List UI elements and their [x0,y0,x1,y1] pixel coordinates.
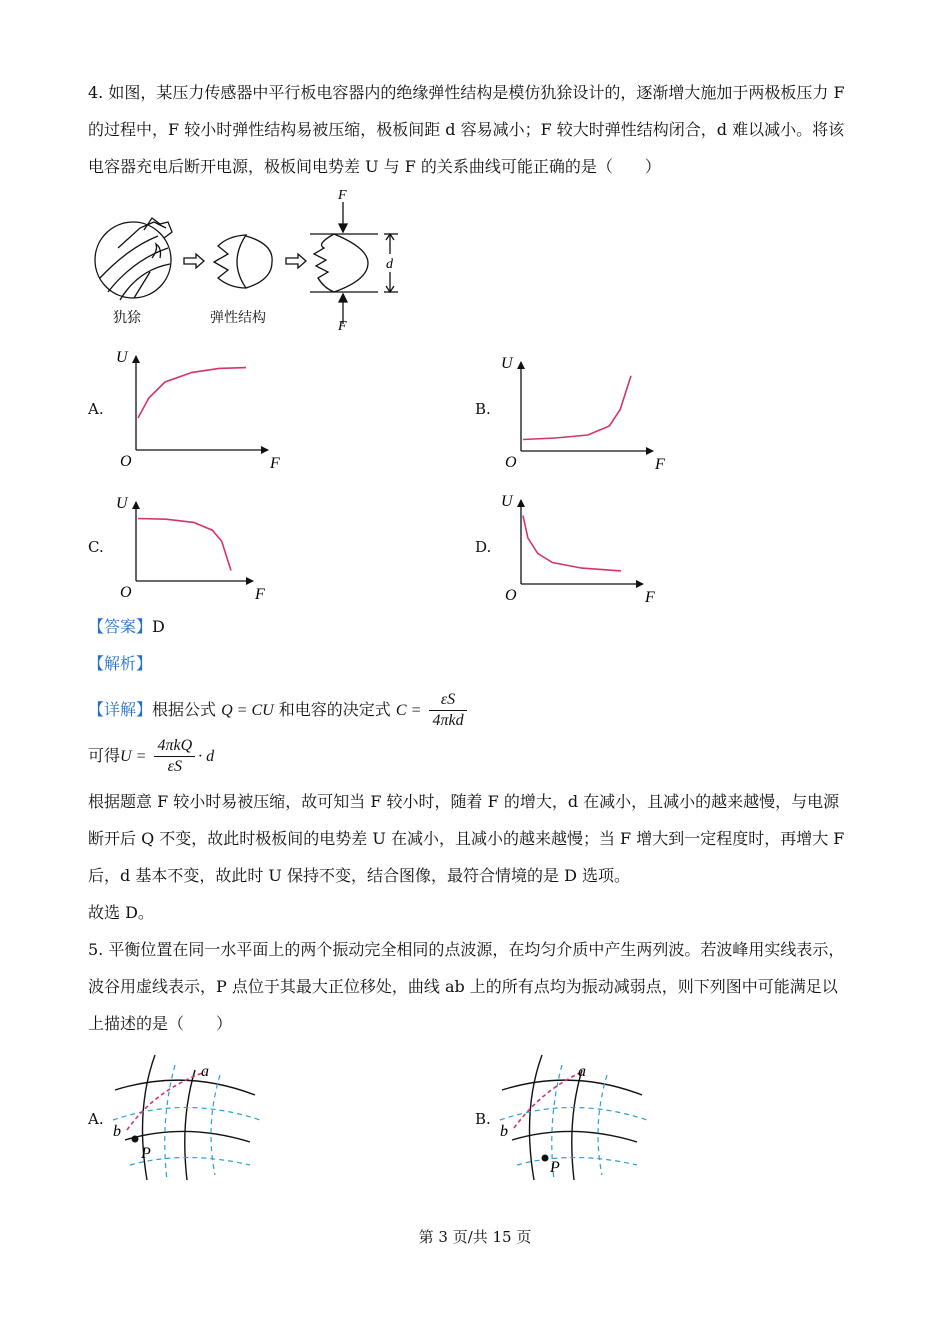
q4-line-3: 电容器充电后断开电源，极板间电势差 U 与 F 的关系曲线可能正确的是（ ） [88,157,661,176]
y-axis-label: U [501,493,513,510]
formula-c-num: εS [429,690,466,711]
point-p-b [542,1155,549,1162]
detail-text-2: 和电容的决定式 [278,700,391,719]
q5-option-b-label: B. [475,1110,491,1128]
detail-para-1: 根据题意 F 较小时易被压缩，故可知当 F 较小时，随着 F 的增大，d 在减小，且减小的越来越慢，与电源 [88,792,840,811]
answer-tag: 【答案】 [88,617,153,636]
answer-value: D [152,617,165,636]
series-curve [138,368,246,418]
detail-line-1 [88,690,470,731]
label-b-fig-a: b [113,1123,121,1140]
formula-c-lhs: C = [395,702,422,719]
x-axis-label: F [655,456,665,473]
option-d-label: D. [475,538,492,556]
fig-d: d [386,257,393,272]
formula-u-tail: · d [198,748,215,765]
option-c-label: C. [88,538,104,556]
formula-q-cu: Q = CU [221,702,274,719]
detail-para-4: 故选 D。 [88,903,154,922]
x-arrow-icon [246,577,254,585]
formula-c-fraction [429,690,466,731]
x-arrow-icon [261,446,269,454]
wave-figure-a [105,1050,265,1185]
label-a-fig-b: a [578,1063,586,1080]
series-curve [523,376,631,440]
y-arrow-icon [132,355,140,363]
answer-line [88,617,165,637]
analysis-line [88,654,152,674]
y-arrow-icon [132,501,140,509]
option-b-label: B. [475,400,491,418]
x-axis-label: F [255,586,265,603]
y-axis-label: U [501,355,513,372]
label-p-fig-a: P [141,1145,151,1162]
axes [132,501,254,585]
x-arrow-icon [646,447,654,455]
formula-u-lhs: U = [120,748,147,765]
detail-text-1: 根据公式 [152,700,217,719]
detail-text-3: 可得 [88,746,121,765]
label-p-fig-b: P [550,1159,560,1176]
fig-F-top: F [338,188,347,203]
chart-option-b [497,348,667,473]
y-arrow-icon [517,361,525,369]
detail-tag: 【详解】 [88,700,153,719]
q5-line-2: 波谷用虚线表示，P 点位于其最大正位移处，曲线 ab 上的所有点均为振动减弱点，则下列图中可能满足以 [88,977,838,996]
y-arrow-icon [517,499,525,507]
chart-option-d [497,486,657,606]
origin-label: O [120,453,132,470]
x-axis-label: F [645,589,655,606]
formula-u-den: εS [167,758,182,775]
axes [517,499,644,588]
fig-label-armadillo: 犰狳 [113,310,141,326]
formula-u-num: 4πkQ [154,736,195,757]
x-arrow-icon [636,580,644,588]
point-p-a [132,1136,139,1143]
chart-option-c [112,488,267,603]
origin-label: O [505,587,517,604]
origin-label: O [120,584,132,601]
axes [132,355,269,454]
x-axis-label: F [270,455,280,472]
q5-option-a-label: A. [88,1110,104,1128]
fig-F-bottom: F [338,319,347,333]
option-a-label: A. [88,400,104,418]
origin-label: O [505,454,517,471]
label-a-fig-a: a [201,1063,209,1080]
q4-line-1: 4. 如图，某压力传感器中平行板电容器内的绝缘弹性结构是模仿犰狳设计的，逐渐增大施加于两极板压力 F [88,83,845,102]
y-axis-label: U [116,349,128,366]
formula-u-fraction [154,736,195,777]
fig-label-structure: 弹性结构 [210,310,266,326]
wave-figure-b [492,1050,652,1185]
axes [517,361,654,455]
chart-option-a [112,342,282,472]
page-footer: 第 3 页/共 15 页 [418,1228,532,1246]
y-axis-label: U [116,495,128,512]
q4-line-2: 的过程中，F 较小时弹性结构易被压缩，极板间距 d 容易减小；F 较大时弹性结构闭合，d 难以减小。将该 [88,120,845,139]
formula-c-den: 4πkd [432,712,464,729]
detail-para-3: 后，d 基本不变，故此时 U 保持不变，结合图像，最符合情境的是 D 选项。 [88,866,630,885]
armadillo-icon [95,222,171,298]
series-curve [523,516,621,571]
q5-line-1: 5. 平衡位置在同一水平面上的两个振动完全相同的点波源，在均匀介质中产生两列波。若波峰用实线表示， [88,940,845,959]
label-b-fig-b: b [500,1123,508,1140]
q5-line-3: 上描述的是（ ） [88,1014,233,1033]
detail-line-2 [88,736,214,777]
analysis-tag: 【解析】 [88,654,153,673]
series-curve [138,519,231,571]
detail-para-2: 断开后 Q 不变，故此时极板间的电势差 U 在减小，且减小的越来越慢；当 F 增大到一定程度时，再增大 F [88,829,845,848]
